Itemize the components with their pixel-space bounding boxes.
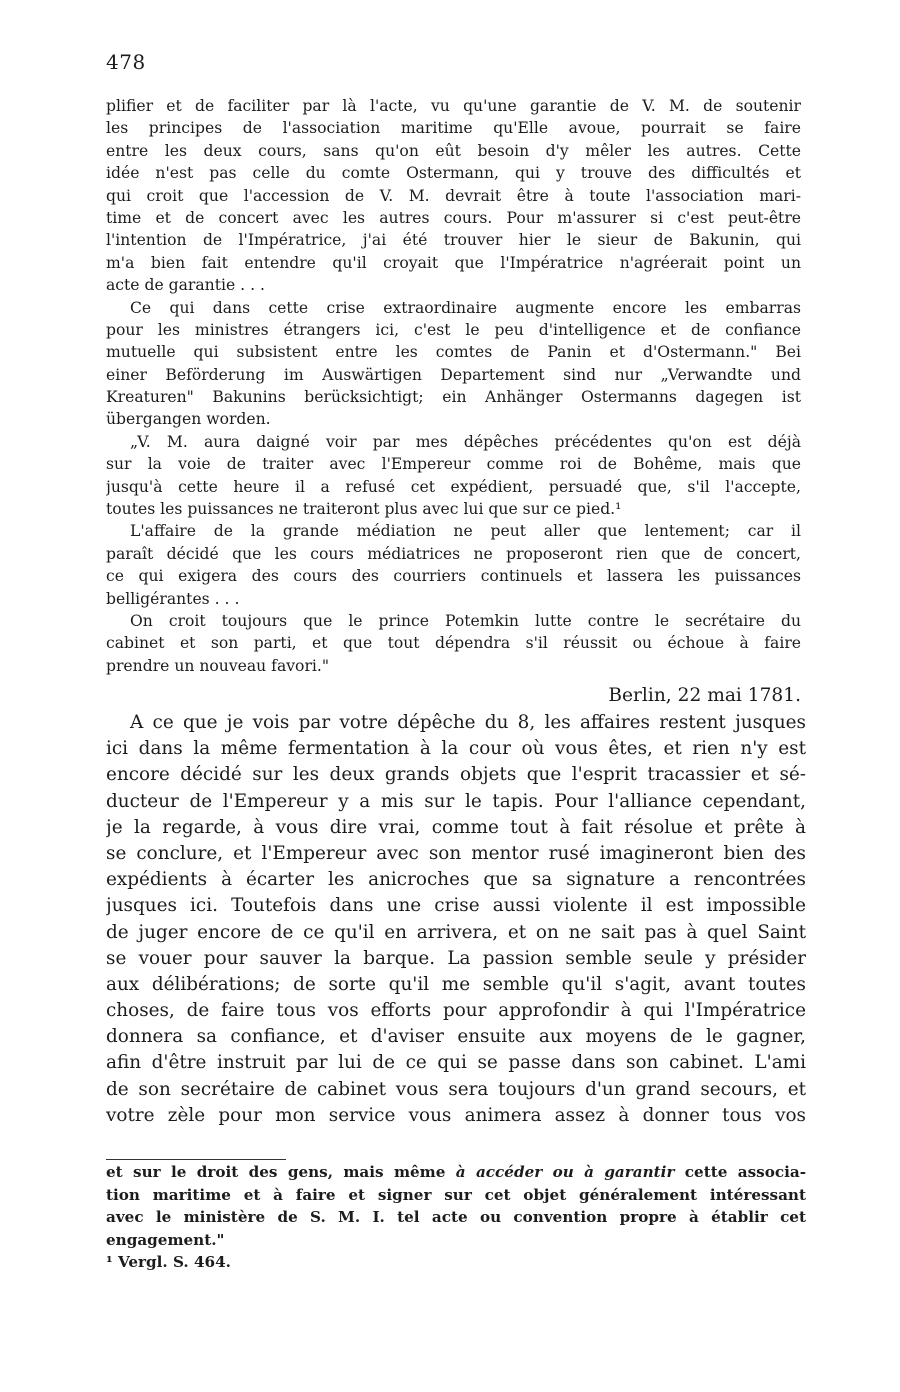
text-line: übergangen worden.	[106, 410, 271, 429]
page-number: 478	[106, 50, 146, 74]
text-line: de juger encore de ce qu'il en arrivera, et on ne sait pas à quel Saint	[106, 921, 806, 943]
footnote-text: cette associa-	[674, 1163, 806, 1181]
letter-body	[106, 710, 806, 1129]
text-line: sur la voie de traiter avec l'Empereur comme roi de Bohême, mais que	[106, 455, 801, 474]
text-line: Kreaturen" Bakunins berücksichtigt; ein Anhänger Ostermanns dagegen ist	[106, 388, 801, 407]
footnote-line: tion maritime et à faire et signer sur cet objet généralement intéressant	[106, 1185, 806, 1204]
text-line: jusques ici. Toutefois dans une crise aussi violente il est impossible	[106, 895, 806, 917]
text-line: On croit toujours que le prince Potemkin lutte contre le secrétaire du	[130, 611, 801, 630]
text-line: L'affaire de la grande médiation ne peut aller que lentement; car il	[130, 522, 801, 541]
text-line: prendre un nouveau favori."	[106, 656, 330, 675]
footnotes	[106, 1161, 806, 1274]
text-line: plifier et de faciliter par là l'acte, vu qu'une garantie de V. M. de soutenir	[106, 97, 801, 115]
text-line: ici dans la même fermentation à la cour où vous êtes, et rien n'y est	[106, 738, 806, 760]
text-line: belligérantes . . .	[106, 589, 240, 608]
text-line: expédients à écarter les anicroches que sa signature a rencontrées	[106, 869, 806, 891]
footnote-line: avec le ministère de S. M. I. tel acte ou convention propre à établir cet	[106, 1208, 806, 1227]
text-line: votre zèle pour mon service vous animera assez à donner tous vos	[106, 1104, 806, 1126]
text-line: idée n'est pas celle du comte Ostermann, qui y trouve des difficultés et	[106, 164, 801, 183]
text-line: time et de concert avec les autres cours. Pour m'assurer si c'est peut-être	[106, 208, 801, 227]
text-line: aux délibérations; de sorte qu'il me semble qu'il s'agit, avant toutes	[106, 973, 806, 995]
text-line: Ce qui dans cette crise extraordinaire augmente encore les embarras	[130, 298, 801, 317]
text-line: jusqu'à cette heure il a refusé cet expédient, persuadé que, s'il l'accepte,	[106, 477, 801, 496]
footnote-italic-text: à accéder ou à garantir	[455, 1163, 675, 1181]
text-line: qui croit que l'accession de V. M. devrait être à toute l'association mari-	[106, 186, 801, 205]
text-line: l'intention de l'Impératrice, j'ai été trouver hier le sieur de Bakunin, qui	[106, 231, 801, 250]
text-line: encore décidé sur les deux grands objets que l'esprit tracassier et sé-	[106, 764, 806, 786]
text-line: m'a bien fait entendre qu'il croyait que l'Impératrice n'agréerait point un	[106, 253, 801, 272]
text-line: choses, de faire tous vos efforts pour approfondir à qui l'Impératrice	[106, 1000, 806, 1022]
footnote-reference: ¹ Vergl. S. 464.	[106, 1253, 231, 1272]
footnote-divider	[106, 1159, 286, 1160]
text-line: donnera sa confiance, et d'aviser ensuite aux moyens de le gagner,	[106, 1026, 806, 1048]
text-line: entre les deux cours, sans qu'on eût besoin d'y mêler les autres. Cette	[106, 141, 801, 160]
text-line: afin d'être instruit par lui de ce qui se passe dans son cabinet. L'ami	[106, 1052, 806, 1074]
footnote-text: et sur le droit des gens, mais même	[106, 1163, 456, 1181]
text-line: de son secrétaire de cabinet vous sera toujours d'un grand secours, et	[106, 1078, 806, 1100]
quoted-dispatch-block	[106, 95, 801, 677]
text-line: A ce que je vois par votre dépêche du 8, les affaires restent jusques	[130, 712, 806, 733]
text-line: mutuelle qui subsistent entre les comtes de Panin et d'Ostermann." Bei	[106, 343, 801, 362]
text-line: toutes les puissances ne traiteront plus avec lui que sur ce pied.¹	[106, 500, 622, 519]
text-line: ducteur de l'Empereur y a mis sur le tapis. Pour l'alliance cependant,	[106, 790, 806, 812]
text-line: acte de garantie . . .	[106, 276, 265, 295]
text-line: ce qui exigera des cours des courriers continuels et lassera les puissances	[106, 567, 801, 586]
text-line: les principes de l'association maritime qu'Elle avoue, pourrait se faire	[106, 119, 801, 138]
footnote-line	[106, 1161, 806, 1184]
footnote-line: engagement."	[106, 1230, 225, 1249]
text-line: einer Beförderung im Auswärtigen Departement sind nur „Verwandte und	[106, 365, 801, 384]
letter-dateline: Berlin, 22 mai 1781.	[608, 685, 801, 706]
text-line: paraît décidé que les cours médiatrices ne proposeront rien que de concert,	[106, 544, 801, 563]
text-line: se vouer pour sauver la barque. La passion semble seule y présider	[106, 947, 806, 969]
text-line: cabinet et son parti, et que tout dépendra s'il réussit ou échoue à faire	[106, 634, 801, 653]
text-line: je la regarde, à vous dire vrai, comme tout à fait résolue et prête à	[106, 816, 806, 838]
text-line: pour les ministres étrangers ici, c'est le peu d'intelligence et de confiance	[106, 320, 801, 339]
text-line: se conclure, et l'Empereur avec son mentor rusé imagineront bien des	[106, 842, 806, 864]
text-line: „V. M. aura daigné voir par mes dépêches précédentes qu'on est déjà	[130, 432, 801, 451]
